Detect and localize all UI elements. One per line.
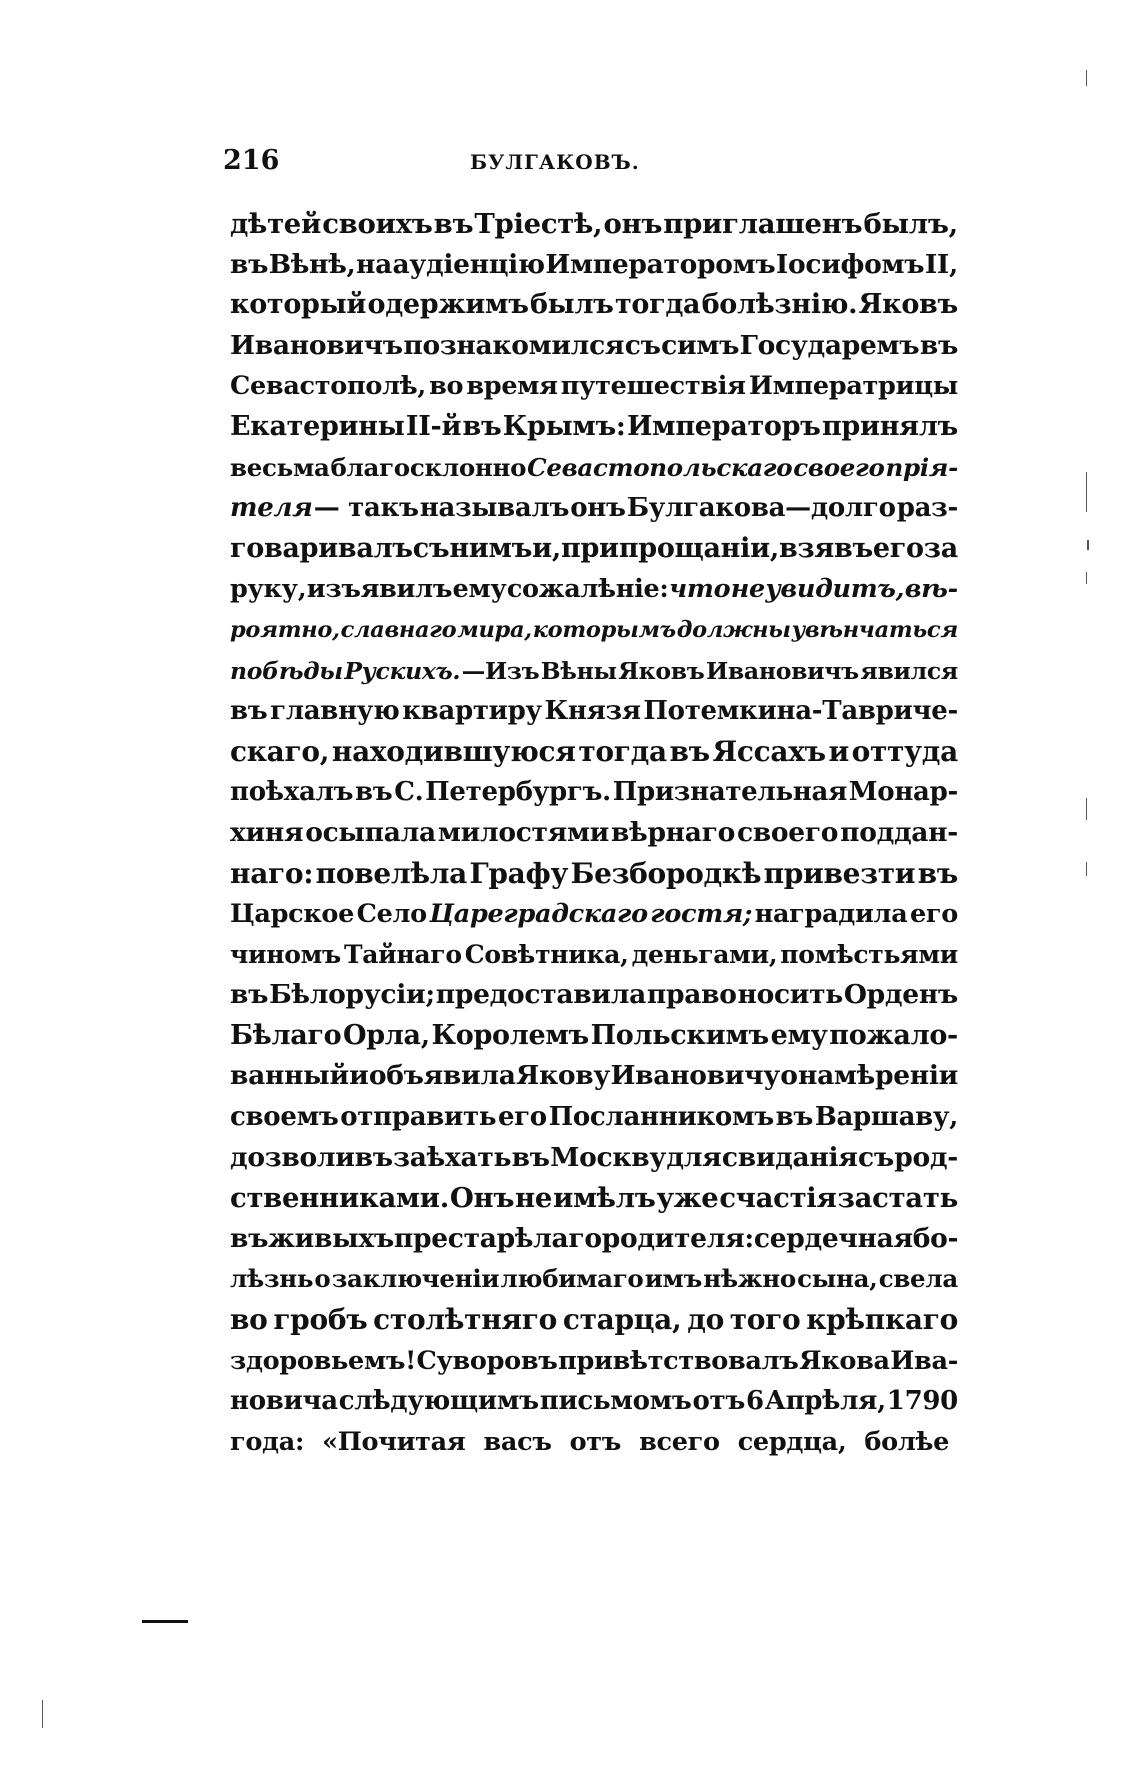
- word: аудіенцію: [392, 248, 545, 280]
- word: того: [729, 1303, 801, 1337]
- word: Бѣлорусіи;: [269, 979, 435, 1011]
- word: Рускихъ.: [344, 656, 461, 685]
- word: до: [687, 1303, 724, 1337]
- word: Севастопольскаго: [527, 452, 793, 482]
- margin-mark: [1086, 472, 1087, 512]
- text-line: [230, 1138, 958, 1179]
- word: ему: [452, 574, 507, 605]
- word: наградила: [754, 899, 908, 930]
- word: Іосифомъ: [775, 248, 925, 280]
- word: Посланникомъ: [548, 1102, 774, 1133]
- word: съ: [857, 1141, 894, 1173]
- word: хиня: [230, 816, 304, 848]
- word: Булгакова—долго: [626, 493, 896, 524]
- word: раз-: [896, 493, 958, 524]
- word: въ: [230, 979, 269, 1011]
- word: повелѣла: [315, 856, 468, 890]
- page-number: 216: [223, 145, 280, 176]
- word: чиномъ: [230, 939, 341, 969]
- word: благосклонно: [330, 452, 527, 482]
- word: деньгами,: [631, 939, 778, 969]
- word: Крымъ:: [502, 410, 626, 442]
- word: II,: [924, 248, 958, 280]
- word: въ: [669, 734, 710, 768]
- word: Апрѣля,: [764, 1386, 886, 1417]
- word: осыпала: [305, 816, 436, 848]
- text-line: [230, 204, 958, 245]
- word: въ: [433, 208, 474, 240]
- word: въ: [230, 696, 268, 727]
- word: при: [561, 532, 619, 564]
- word: болѣзнію.: [701, 289, 858, 321]
- word: прощаніи,: [618, 532, 779, 564]
- word: Онъ: [449, 1182, 515, 1215]
- word: для: [666, 1141, 722, 1173]
- word: бо-: [912, 1222, 959, 1254]
- word: нѣжно: [703, 1264, 796, 1294]
- word: Бѣлаго: [230, 1019, 342, 1051]
- word: Вѣнѣ,: [268, 248, 356, 280]
- word: въ: [462, 410, 502, 442]
- word: нимъ: [449, 532, 533, 564]
- word: Петербургъ.: [425, 777, 611, 808]
- word: Царское: [230, 899, 355, 930]
- margin-mark: [1086, 862, 1087, 876]
- word: Москву: [550, 1141, 666, 1173]
- word: своего: [793, 452, 885, 482]
- word: 6: [745, 1386, 764, 1417]
- word: заѣхать: [393, 1141, 512, 1173]
- text-line: [230, 1381, 958, 1422]
- word: на: [356, 248, 392, 280]
- word: —Изъ: [461, 656, 540, 685]
- word: Вѣны: [540, 656, 617, 685]
- word: гробъ: [273, 1303, 368, 1337]
- word: былъ,: [863, 208, 958, 240]
- word: своихъ: [322, 208, 433, 240]
- word: тогда: [578, 734, 667, 768]
- margin-mark: [1086, 70, 1087, 86]
- word: Яковъ: [858, 289, 958, 321]
- word: увидитъ,: [765, 574, 905, 605]
- word: и: [828, 734, 849, 768]
- word: Признательная: [612, 777, 847, 808]
- word: отъ: [569, 1426, 622, 1457]
- word: своемъ: [230, 1102, 339, 1133]
- text-line: [230, 326, 958, 367]
- word: ственниками.: [230, 1182, 449, 1215]
- word: С.: [394, 777, 424, 808]
- word: род-: [894, 1141, 958, 1173]
- word: Суворовъ: [416, 1345, 558, 1376]
- word: время: [466, 371, 558, 402]
- word: Яковъ: [618, 656, 705, 685]
- word: новича: [230, 1386, 338, 1417]
- margin-mark: [42, 1700, 43, 1728]
- text-line: [230, 813, 958, 854]
- text-line: [230, 935, 958, 976]
- word: и: [349, 1060, 369, 1092]
- text-line: [230, 1341, 958, 1382]
- text-line: [230, 488, 958, 529]
- word: привезти: [763, 856, 916, 890]
- word: сердечная: [753, 1222, 913, 1254]
- word: отправить: [340, 1102, 497, 1133]
- word: одержимъ: [367, 289, 529, 321]
- word: васъ: [483, 1426, 552, 1457]
- word: сердца,: [737, 1426, 847, 1457]
- word: «Почитая: [322, 1426, 466, 1457]
- word: что: [668, 574, 731, 605]
- word: заключеніи: [331, 1264, 500, 1294]
- word: находившуюся: [331, 734, 576, 768]
- text-line: [230, 366, 958, 407]
- word: побѣды: [230, 656, 343, 685]
- text-line: [230, 732, 958, 773]
- text-line: [230, 448, 958, 489]
- text-line: [230, 1178, 958, 1219]
- word: предоставила: [435, 979, 646, 1011]
- text-line: [230, 894, 958, 935]
- word: которымъ: [532, 616, 676, 643]
- text-line: [230, 569, 958, 610]
- word: въ: [230, 1222, 269, 1254]
- word: изъявилъ: [306, 574, 453, 605]
- word: Екатерины: [230, 410, 405, 442]
- word: Село: [356, 899, 427, 930]
- bottom-rule: [142, 1620, 188, 1623]
- text-line: [230, 691, 958, 732]
- text-line: [230, 651, 958, 692]
- word: лѣзнь: [230, 1264, 314, 1294]
- word: Государемъ: [739, 329, 920, 361]
- word: дѣтей: [230, 208, 322, 240]
- word: онъ: [603, 208, 663, 240]
- word: его: [872, 532, 924, 564]
- word: — такъ: [313, 493, 419, 524]
- word: крѣпкаго: [806, 1303, 958, 1337]
- text-line: [230, 1056, 958, 1097]
- word: поѣхалъ: [230, 777, 354, 808]
- running-head: БУЛГАКОВЪ.: [470, 150, 640, 174]
- word: намѣреніи: [797, 1060, 958, 1092]
- word: онъ: [570, 493, 626, 524]
- word: за: [923, 532, 958, 564]
- word: говаривалъ: [230, 532, 413, 564]
- margin-mark: [1087, 540, 1089, 550]
- word: путешествія: [560, 371, 746, 402]
- word: Совѣтника,: [464, 939, 629, 969]
- word: Тріестѣ,: [474, 208, 603, 240]
- word: Императрицы: [748, 371, 958, 402]
- word: Императоръ: [626, 410, 821, 442]
- word: счастія: [719, 1182, 837, 1215]
- word: Монар-: [848, 777, 958, 808]
- word: квартиру: [402, 696, 542, 727]
- word: Тайнаго: [343, 939, 462, 969]
- body-text: [230, 204, 958, 1462]
- text-line: [230, 1219, 958, 1260]
- word: явился: [860, 656, 958, 685]
- margin-mark: [1086, 798, 1087, 820]
- word: сына,: [797, 1264, 878, 1294]
- word: объявила: [368, 1060, 516, 1092]
- text-line: [230, 854, 958, 895]
- word: всего: [639, 1426, 720, 1457]
- word: своего: [736, 816, 839, 848]
- word: его: [909, 899, 958, 930]
- word: болѣе: [864, 1426, 950, 1457]
- word: во: [230, 1303, 268, 1337]
- word: Потемкина-Тавриче-: [643, 696, 958, 727]
- text-line: [230, 529, 958, 570]
- word: Ивановичу: [610, 1060, 780, 1092]
- word: родителя:: [601, 1222, 754, 1254]
- word: свиданія: [721, 1141, 858, 1173]
- word: принялъ: [821, 410, 958, 442]
- word: должны: [676, 616, 791, 643]
- text-line: [230, 245, 958, 286]
- word: мира,: [457, 616, 532, 643]
- text-line: [230, 772, 958, 813]
- word: въ: [511, 1141, 550, 1173]
- word: теля: [230, 493, 313, 524]
- word: съ: [624, 329, 661, 361]
- word: привѣтствовалъ: [558, 1345, 799, 1376]
- word: взявъ: [778, 532, 873, 564]
- word: сожалѣніе:: [506, 574, 669, 605]
- word: прія-: [885, 452, 958, 482]
- word: Орденъ: [843, 979, 958, 1011]
- word: здоровьемъ!: [230, 1345, 416, 1376]
- word: съ: [412, 532, 450, 564]
- word: не: [515, 1182, 553, 1215]
- word: славнаго: [340, 616, 457, 643]
- word: года:: [230, 1426, 305, 1457]
- text-line: [230, 1259, 958, 1300]
- word: и,: [532, 532, 561, 564]
- word: II-й: [405, 410, 462, 442]
- margin-mark: [1086, 572, 1087, 584]
- text-line: [230, 1300, 958, 1341]
- word: въ: [775, 1102, 814, 1133]
- word: Варшаву,: [814, 1102, 958, 1133]
- word: вѣрнаго: [611, 816, 735, 848]
- text-line: [230, 1097, 958, 1138]
- word: слѣдующимъ: [338, 1386, 539, 1417]
- word: милостями: [437, 816, 610, 848]
- word: Якова: [799, 1345, 890, 1376]
- word: наго:: [230, 856, 314, 890]
- word: старца,: [562, 1303, 682, 1337]
- text-line: [230, 407, 958, 448]
- word: оттуда: [851, 734, 958, 768]
- word: роятно,: [230, 616, 340, 643]
- word: носить: [737, 979, 843, 1011]
- word: право: [646, 979, 737, 1011]
- word: въ: [230, 248, 269, 280]
- word: ему: [770, 1019, 828, 1051]
- word: любимаго: [500, 1264, 644, 1294]
- word: Графу: [469, 856, 569, 890]
- text-line: [230, 610, 958, 651]
- word: увѣнчаться: [791, 616, 958, 643]
- word: письмомъ: [539, 1386, 692, 1417]
- word: имѣлъ: [552, 1182, 656, 1215]
- word: имъ: [644, 1264, 703, 1294]
- word: Якову: [516, 1060, 611, 1092]
- word: застать: [837, 1182, 958, 1215]
- word: его: [497, 1102, 547, 1133]
- text-line: [230, 975, 958, 1016]
- word: въ: [354, 777, 393, 808]
- word: столѣтняго: [373, 1303, 558, 1337]
- word: отъ: [692, 1386, 746, 1417]
- word: Ива-: [890, 1345, 958, 1376]
- word: ванный: [230, 1060, 349, 1092]
- word: весьма: [230, 452, 330, 482]
- word: тогда: [614, 289, 701, 321]
- word: престарѣлаго: [393, 1222, 602, 1254]
- text-line: [230, 1422, 958, 1463]
- word: Яссахъ: [712, 734, 826, 768]
- word: о: [780, 1060, 798, 1092]
- word: поддан-: [840, 816, 958, 848]
- word: руку,: [230, 574, 307, 605]
- word: Ивановичъ: [705, 656, 859, 685]
- text-line: [230, 1016, 958, 1057]
- word: во: [429, 371, 464, 402]
- word: вѣ-: [904, 574, 958, 605]
- word: гостя;: [650, 899, 753, 930]
- word: былъ: [529, 289, 614, 321]
- word: уже: [656, 1182, 719, 1215]
- word: который: [230, 289, 367, 321]
- word: Польскимъ: [590, 1019, 769, 1051]
- word: Императоромъ: [545, 248, 776, 280]
- word: Королемъ: [431, 1019, 589, 1051]
- word: познакомился: [403, 329, 625, 361]
- text-line: [230, 285, 958, 326]
- word: въ: [919, 329, 958, 361]
- word: приглашенъ: [663, 208, 863, 240]
- word: главную: [270, 696, 400, 727]
- word: Севастополѣ,: [230, 371, 426, 402]
- word: скаго,: [230, 734, 330, 768]
- word: Цареградскаго: [429, 899, 648, 930]
- word: въ: [917, 856, 958, 890]
- word: Ивановичъ: [230, 329, 403, 361]
- word: называлъ: [419, 493, 570, 524]
- word: не: [730, 574, 765, 605]
- word: Орла,: [343, 1019, 430, 1051]
- word: дозволивъ: [230, 1141, 393, 1173]
- word: живыхъ: [268, 1222, 394, 1254]
- word: Князя: [544, 696, 641, 727]
- word: пожало-: [829, 1019, 958, 1051]
- word: свела: [878, 1264, 958, 1294]
- word: о: [314, 1264, 331, 1294]
- word: 1790: [886, 1386, 958, 1417]
- word: помѣстьями: [780, 939, 958, 969]
- word: Безбородкѣ: [570, 856, 762, 890]
- word: симъ: [661, 329, 740, 361]
